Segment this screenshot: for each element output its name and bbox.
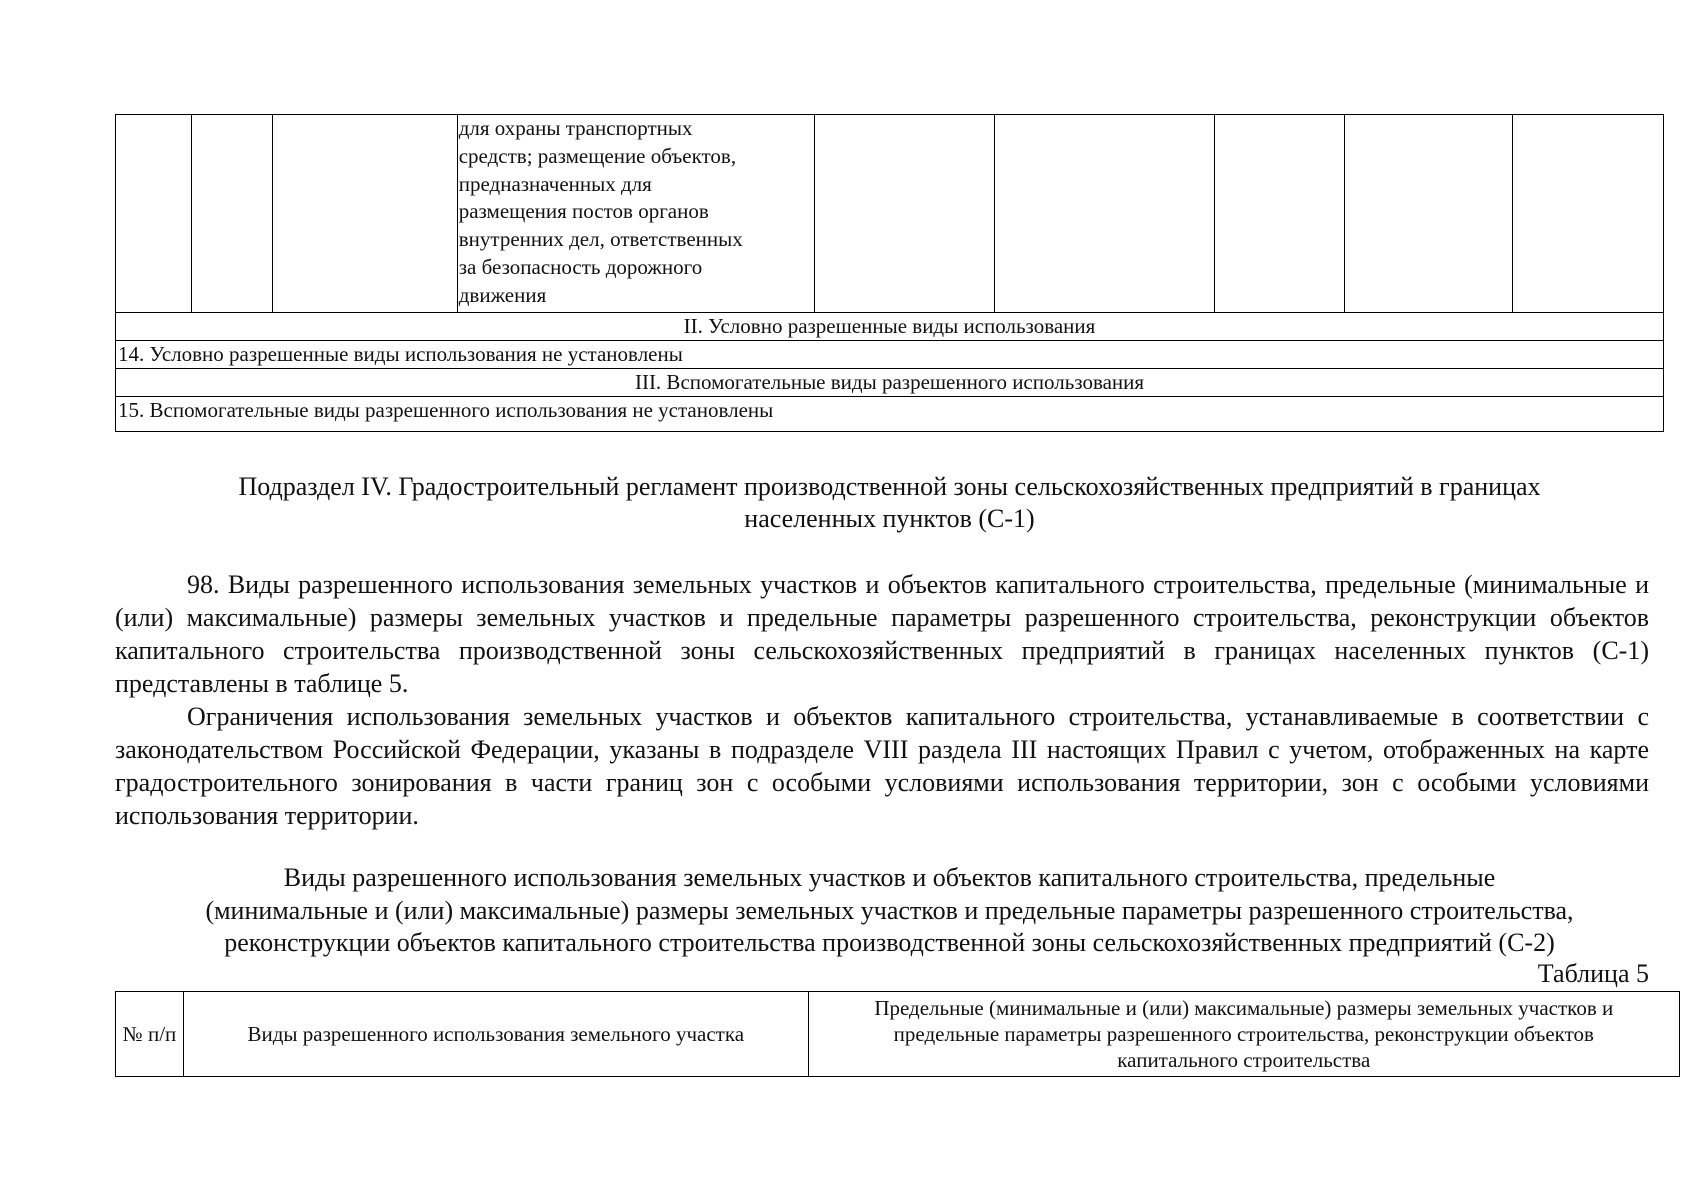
- body-text: [115, 568, 1649, 832]
- column-header-parameters: [808, 992, 1679, 1077]
- table-header-row: [116, 992, 1680, 1077]
- table-row: [116, 115, 1664, 313]
- cell-text-line: за безопасность дорожного: [458, 254, 703, 279]
- subsection-heading-line: населенных пунктов (С-1): [744, 504, 1035, 533]
- paragraph-restrictions: Ограничения использования земельных участков и объектов капитального строительства, устанавливаемые в соответствии с законодательством Российской Федерации, указаны в подразделе VIII раздела III настоящих Правил с учетом, отображенных на карте градостроительного зонирования в части границ зон с особыми условиями использования территории, зон с особыми условиями использования территории.: [115, 702, 1649, 830]
- table-cell: [995, 115, 1215, 313]
- table-cell: [1345, 115, 1513, 313]
- table-cell: [1215, 115, 1345, 313]
- top-continuation-table: [115, 114, 1664, 432]
- header-text-line: Предельные (минимальные и (или) максимальные) размеры земельных участков и: [874, 996, 1614, 1020]
- table-number: Таблица 5: [1537, 959, 1649, 988]
- row-15-text: 15. Вспомогательные виды разрешенного использования не установлены: [116, 397, 1664, 432]
- table-row: [116, 369, 1664, 397]
- continued-use-description-cell: [457, 115, 814, 313]
- table-caption-line: Виды разрешенного использования земельных участков и объектов капитального строительства, предельные: [283, 863, 1496, 892]
- section-ii-heading: II. Условно разрешенные виды использования: [116, 313, 1664, 341]
- paragraph-98: 98. Виды разрешенного использования земельных участков и объектов капитального строительства, предельные (минимальные и (или) максимальные) размеры земельных участков и предельные параметры разрешенного строительства, реконструкции объектов капитального строительства производственной зоны сельскохозяйственных предприятий в границах населенных пунктов (С-1) представлены в таблице 5.: [115, 570, 1649, 698]
- table-cell: [814, 115, 995, 313]
- subsection-heading-line: Подраздел IV. Градостроительный регламент производственной зоны сельскохозяйственных предприятий в границах: [238, 472, 1541, 501]
- table-row: [116, 397, 1664, 432]
- table-row: [116, 341, 1664, 369]
- subsection-heading: [115, 471, 1664, 535]
- cell-text-line: средств; размещение объектов,: [458, 143, 737, 168]
- cell-text-line: движения: [458, 282, 547, 307]
- table-row: [116, 313, 1664, 341]
- header-text-line: капитального строительства: [1117, 1048, 1371, 1072]
- table-cell: [1513, 115, 1664, 313]
- table-caption-line: реконструкции объектов капитального строительства производственной зоны сельскохозяйственных предприятий (С-2): [224, 928, 1555, 957]
- header-text-line: предельные параметры разрешенного строительства, реконструкции объектов: [893, 1022, 1594, 1046]
- column-header-use-types: Виды разрешенного использования земельного участка: [183, 992, 808, 1077]
- row-14-text: 14. Условно разрешенные виды использования не установлены: [116, 341, 1664, 369]
- table-5: [115, 991, 1680, 1077]
- table-cell: [272, 115, 457, 313]
- cell-text-line: внутренних дел, ответственных: [458, 227, 743, 252]
- cell-text-line: предназначенных для: [458, 171, 652, 196]
- cell-text-line: размещения постов органов: [458, 199, 709, 224]
- table-cell: [116, 115, 192, 313]
- section-iii-heading: III. Вспомогательные виды разрешенного использования: [116, 369, 1664, 397]
- table-cell: [191, 115, 272, 313]
- table-caption: [115, 862, 1664, 960]
- cell-text-line: для охраны транспортных: [458, 116, 693, 140]
- column-header-number: № п/п: [116, 992, 184, 1077]
- table-caption-line: (минимальные и (или) максимальные) размеры земельных участков и предельные параметры разрешенного строительства,: [205, 895, 1574, 925]
